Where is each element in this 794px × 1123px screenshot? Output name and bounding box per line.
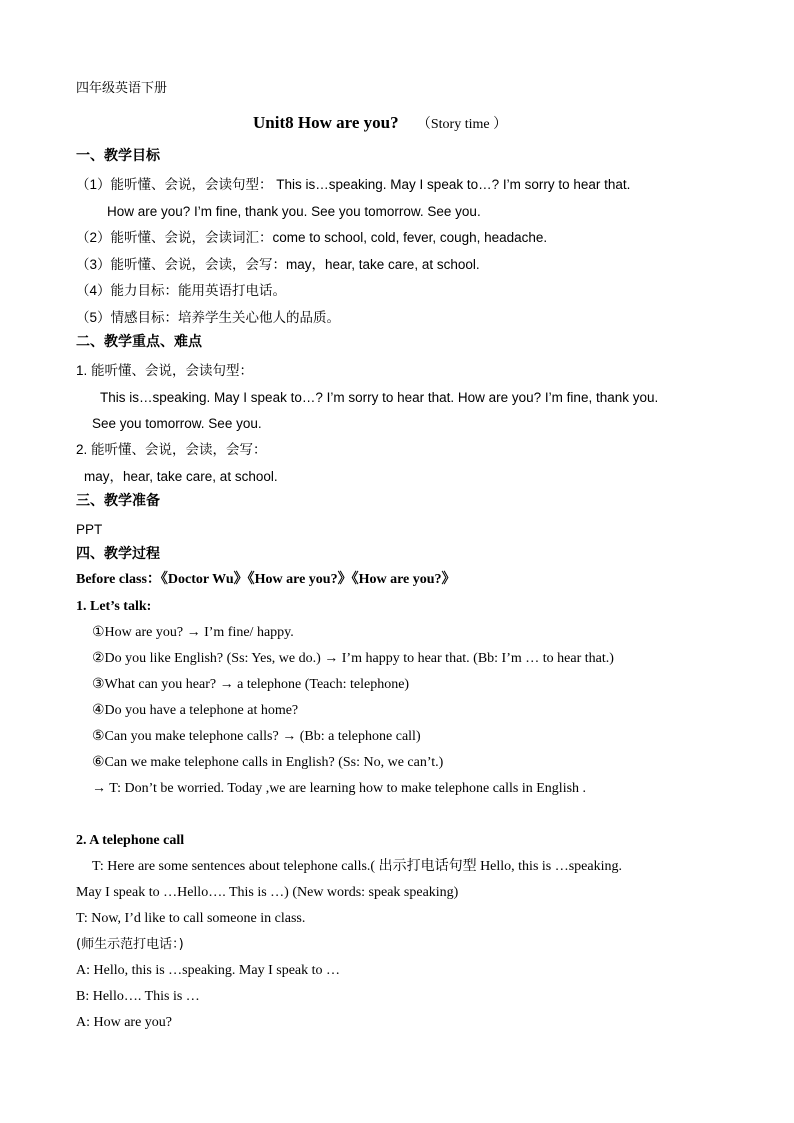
talk-item: ②Do you like English? (Ss: Yes, we do.) → I’m happy to hear that. (Bb: I’m … to hear that.)	[92, 651, 614, 666]
call-intro-cont: May I speak to …Hello…. This is …) (New words: speak speaking)	[76, 885, 459, 900]
dialog-line: A: How are you?	[76, 1015, 173, 1030]
dialog-line: A: Hello, this is …speaking. May I speak to …	[76, 963, 341, 978]
objective-1-cont: How are you? I’m fine, thank you. See you tomorrow. See you.	[107, 204, 481, 219]
objective-1: （1）能听懂、会说，会读句型： This is…speaking. May I speak to…? I’m sorry to hear that.	[76, 177, 631, 192]
talk-item: ⑤Can you make telephone calls? → (Bb: a telephone call)	[92, 729, 421, 744]
section-heading-preparation: 三、教学准备	[76, 493, 160, 509]
talk-item: ①How are you? → I’m fine/ happy.	[92, 625, 294, 640]
talk-heading: 1. Let’s talk:	[76, 599, 152, 614]
objective-4: （4）能力目标：能用英语打电话。	[76, 283, 287, 298]
key-point-1: 1. 能听懂、会说，会读句型：	[76, 363, 254, 378]
call-heading: 2. A telephone call	[76, 833, 185, 848]
section-heading-key-points: 二、教学重点、难点	[76, 334, 202, 350]
call-intro: T: Here are some sentences about telephone calls.( 出示打电话句型 Hello, this is …speaking.	[92, 859, 623, 874]
objective-3: （3）能听懂、会说，会读，会写：may，hear, take care, at school.	[76, 257, 480, 272]
page-title	[253, 114, 507, 134]
call-demo-note: (师生示范打电话：)	[76, 937, 184, 952]
key-point-2: 2. 能听懂、会说，会读，会写：	[76, 442, 267, 457]
talk-item: → T: Don’t be worried. Today ,we are learning how to make telephone calls in English .	[92, 781, 587, 796]
before-class: Before class：《Doctor Wu》《How are you?》《How are you?》	[76, 572, 456, 587]
section-heading-objectives: 一、教学目标	[76, 148, 160, 164]
objective-5: （5）情感目标：培养学生关心他人的品质。	[76, 310, 341, 325]
call-teacher-line: T: Now, I’d like to call someone in class.	[76, 911, 306, 926]
title-note: （Story time ）	[416, 117, 508, 132]
grade-book-label: 四年级英语下册	[76, 81, 168, 96]
dialog-line: B: Hello…. This is …	[76, 989, 200, 1004]
key-point-2-words: may，hear, take care, at school.	[84, 469, 278, 484]
title-text: Unit8 How are you?	[253, 113, 399, 132]
preparation-content: PPT	[76, 522, 103, 537]
objective-2: （2）能听懂、会说，会读词汇：come to school, cold, fever, cough, headache.	[76, 230, 548, 245]
talk-item: ③What can you hear? → a telephone (Teach: telephone)	[92, 677, 410, 692]
key-point-1-sentences: This is…speaking. May I speak to…? I’m sorry to hear that. How are you? I’m fine, thank you.	[100, 390, 659, 405]
talk-item: ④Do you have a telephone at home?	[92, 703, 299, 718]
key-point-1-sentences-cont: See you tomorrow. See you.	[92, 416, 262, 431]
section-heading-procedure: 四、教学过程	[76, 546, 160, 562]
talk-item: ⑥Can we make telephone calls in English? (Ss: No, we can’t.)	[92, 755, 444, 770]
